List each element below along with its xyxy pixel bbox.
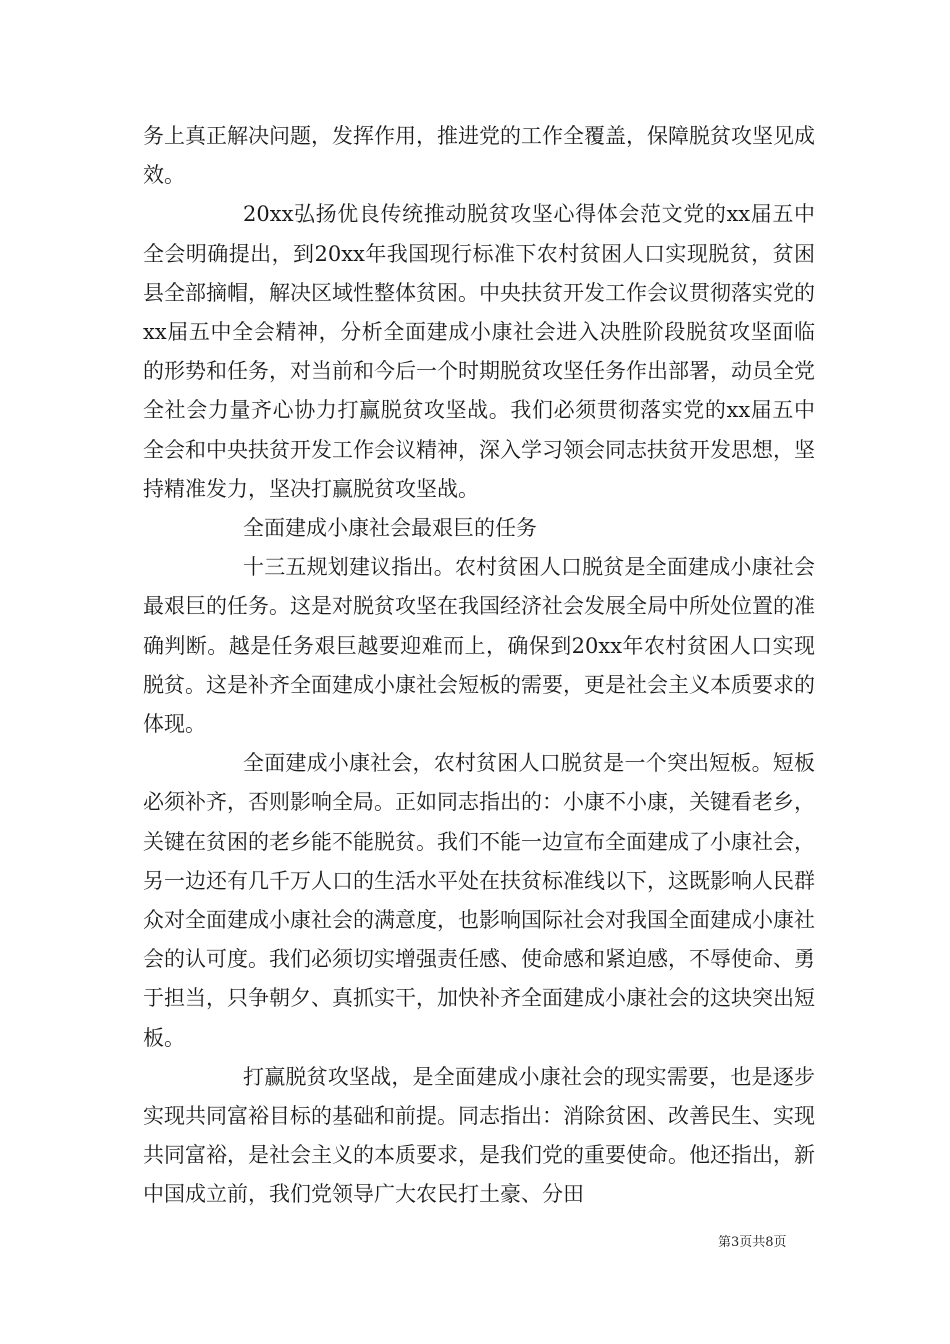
paragraph-intro: 20xx弘扬优良传统推动脱贫攻坚心得体会范文党的xx届五中全会明确提出，到20xx年我国现行标准下农村贫困人口实现脱贫，贫困县全部摘帽，解决区域性整体贫困。中央扶贫开发工作会议贯彻落实党的xx届五中全会精神，分析全面建成小康社会进入决胜阶段脱贫攻坚面临的形势和任务，对当前和今后一个时期脱贫攻坚任务作出部署，动员全党全社会力量齐心协力打赢脱贫攻坚战。我们必须贯彻落实党的xx届五中全会和中央扶贫开发工作会议精神，深入学习领会同志扶贫开发思想，坚持精准发力，坚决打赢脱贫攻坚战。 (143, 202, 815, 501)
paragraph-continuation: 务上真正解决问题，发挥作用，推进党的工作全覆盖，保障脱贫攻坚见成效。 (143, 124, 815, 188)
page-number: 第3页共8页 (718, 1235, 787, 1250)
document-body (143, 117, 815, 1215)
paragraph-shortboard: 全面建成小康社会，农村贫困人口脱贫是一个突出短板。短板必须补齐，否则影响全局。正如同志指出的：小康不小康，关键看老乡，关键在贫困的老乡能不能脱贫。我们不能一边宣布全面建成了小康社会，另一边还有几千万人口的生活水平处在扶贫标准线以下，这既影响人民群众对全面建成小康社会的满意度，也影响国际社会对我国全面建成小康社会的认可度。我们必须切实增强责任感、使命感和紧迫感，不辱使命、勇于担当，只争朝夕、真抓实干，加快补齐全面建成小康社会的这块突出短板。 (143, 751, 815, 1050)
paragraph-common-prosperity: 打赢脱贫攻坚战，是全面建成小康社会的现实需要，也是逐步实现共同富裕目标的基础和前提。同志指出：消除贫困、改善民生、实现共同富裕，是社会主义的本质要求，是我们党的重要使命。他还指出，新中国成立前，我们党领导广大农民打土豪、分田 (143, 1064, 815, 1207)
paragraph-plan: 十三五规划建议指出。农村贫困人口脱贫是全面建成小康社会最艰巨的任务。这是对脱贫攻坚在我国经济社会发展全局中所处位置的准确判断。越是任务艰巨越要迎难而上，确保到20xx年农村贫困人口实现脱贫。这是补齐全面建成小康社会短板的需要，更是社会主义本质要求的体现。 (143, 555, 815, 737)
section-heading: 全面建成小康社会最艰巨的任务 (243, 516, 537, 541)
